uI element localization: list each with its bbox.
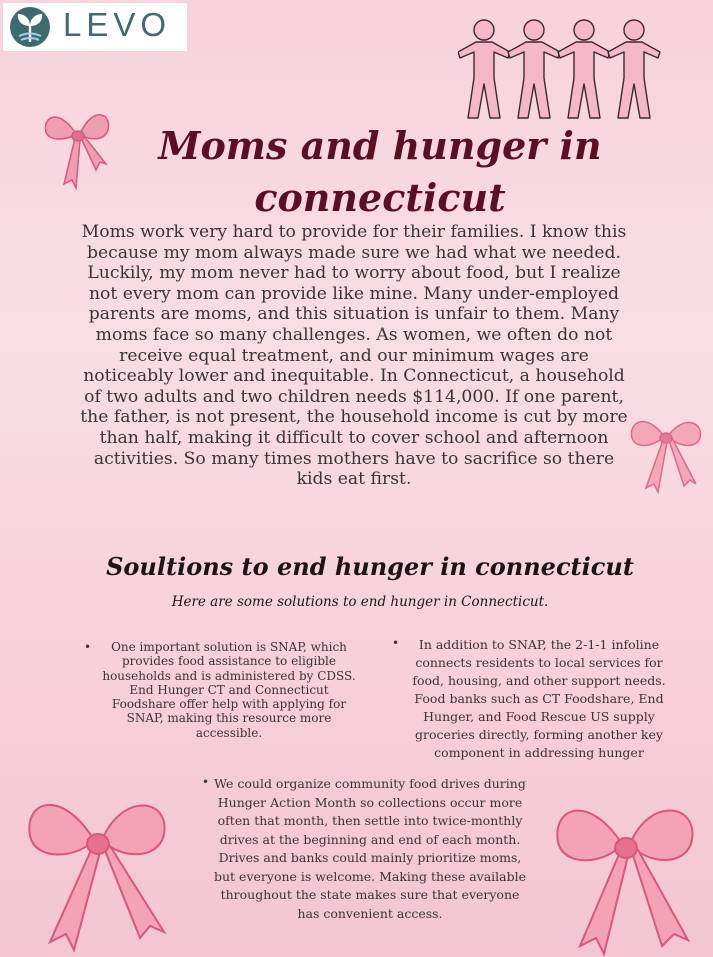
ribbon-bow-icon	[40, 98, 115, 193]
title-line-1: Moms and hunger in	[158, 123, 602, 168]
logo-text: LEVO	[63, 6, 172, 43]
title-line-2: connecticut	[254, 175, 506, 220]
ribbon-bow-icon	[550, 786, 700, 956]
sprout-logo-icon	[9, 6, 51, 48]
page-title	[120, 120, 640, 224]
bullet-icon: •	[202, 775, 210, 789]
solutions-subheading: Here are some solutions to end hunger in Connecticut.	[171, 594, 549, 610]
bullet-icon: •	[392, 636, 400, 650]
solution-item-3: We could organize community food drives during Hunger Action Month so collections occur more often that month, then settle into twice-monthly drives at the beginning and end of each month. Drives and banks could mainly prioritize moms, but everyone is welcome. Making these available throughout the state makes sure that everyone has convenient access.	[214, 776, 527, 921]
solutions-heading: Soultions to end hunger in connecticut	[106, 552, 634, 581]
solution-item-1: One important solution is SNAP, which provides food assistance to eligible households and is administered by CDSS. End Hunger CT and Connecticut Foodshare offer help with applying for SNAP, making this resource more accessible.	[102, 640, 356, 740]
ribbon-bow-icon	[22, 778, 172, 953]
ribbon-bow-icon	[626, 404, 706, 494]
solution-item-2: In addition to SNAP, the 2-1-1 infoline connects residents to local services for food, housing, and other support needs. Food banks such as CT Foodshare, End Hunger, and Food Rescue US supply groceries directly, forming another key component in addressing hunger	[412, 637, 666, 760]
bullet-icon: •	[84, 640, 92, 654]
paper-people-chain-icon	[458, 18, 664, 122]
intro-paragraph: Moms work very hard to provide for their families. I know this because my mom always made sure we had what we needed. Luckily, my mom never had to worry about food, but I realize not every mom can provide like mine. Many under-employed parents are moms, and this situation is unfair to them. Many moms face so many challenges. As women, we often do not receive equal treatment, and our minimum wages are noticeably lower and inequitable. In Connecticut, a household of two adults and two children needs $114,000. If one parent, the father, is not present, the household income is cut by more than half, making it difficult to cover school and afternoon activities. So many times mothers have to sacrifice so there kids eat first.	[80, 222, 628, 490]
levo-logo	[3, 3, 187, 51]
